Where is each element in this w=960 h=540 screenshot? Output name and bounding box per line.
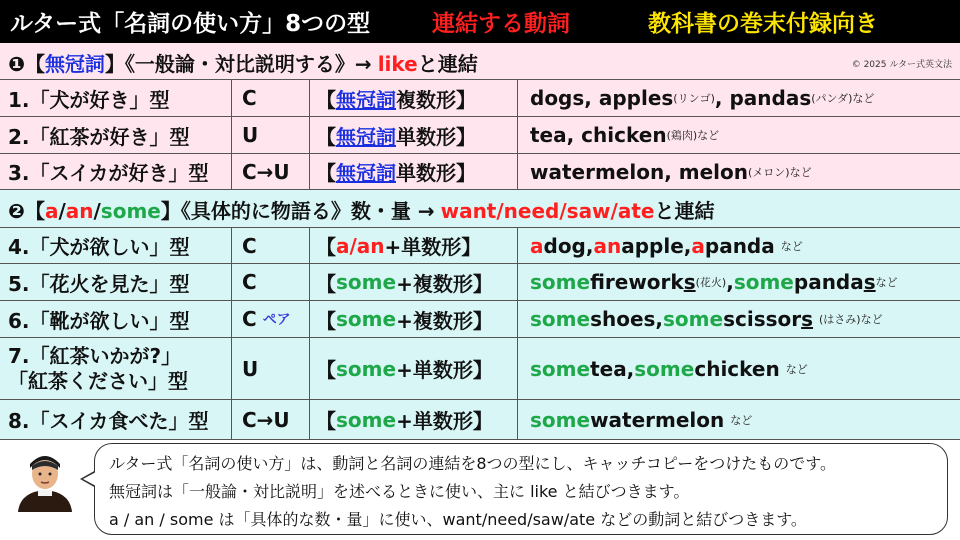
article: some <box>530 270 591 294</box>
keyword: 無冠詞 <box>336 87 396 112</box>
section-marker: ❶ <box>8 52 25 76</box>
form-cell <box>310 338 518 399</box>
footer <box>0 440 960 540</box>
comma: , <box>726 270 734 294</box>
bracket: 【 <box>316 409 336 433</box>
examples-cell <box>518 117 960 153</box>
table-row <box>0 400 960 440</box>
table-row <box>0 338 960 400</box>
form-cell <box>310 154 518 189</box>
pattern-name: 6.「靴が欲しい」型 <box>0 301 232 337</box>
examples-cell <box>518 400 960 439</box>
section-marker: ❷ <box>8 199 25 223</box>
countability-value: C <box>242 307 257 331</box>
example-text: dog, <box>543 233 594 258</box>
form-label: +複数形】 <box>396 308 493 333</box>
table-row <box>0 301 960 338</box>
plural-s: s <box>863 270 876 294</box>
bracket: 【 <box>316 235 336 259</box>
pattern-name-line: 7.「紅茶いかが?」 <box>8 343 182 368</box>
keyword: some <box>336 307 397 331</box>
pair-label: ペア <box>262 312 291 328</box>
form-label: +単数形】 <box>384 235 482 259</box>
table-row <box>0 154 960 190</box>
countability: U <box>232 117 310 153</box>
example-text: watermelon, melon <box>530 159 748 184</box>
form-label: 複数形】 <box>396 87 476 112</box>
form-label: 単数形】 <box>396 124 476 149</box>
form-label: 単数形】 <box>396 161 476 185</box>
page-tagline: 教科書の巻末付録向き <box>648 11 878 37</box>
form-cell <box>310 301 518 337</box>
keyword-zero-article: 無冠詞 <box>44 52 105 76</box>
example-text: chicken <box>694 356 780 381</box>
example-text: shoes, <box>590 307 664 331</box>
example-text: dogs, apples <box>530 86 674 110</box>
article: some <box>530 407 591 432</box>
keyword-an: an <box>65 199 94 223</box>
section-header-zero-article <box>0 43 960 80</box>
table-row <box>0 80 960 117</box>
keyword-a: a <box>44 199 59 223</box>
page-subtitle: 連結する動詞 <box>432 11 570 37</box>
examples-cell <box>518 264 960 300</box>
bracket: 【 <box>316 358 336 382</box>
pattern-name: 1.「犬が好き」型 <box>0 80 232 116</box>
pattern-name: 2.「紅茶が好き」型 <box>0 117 232 153</box>
keyword: 無冠詞 <box>336 124 396 149</box>
example-note: など <box>780 239 803 253</box>
form-label: +単数形】 <box>396 409 493 433</box>
example-note: (花火) <box>695 276 727 289</box>
bracket: 【 <box>316 124 336 149</box>
copyright-notice: © 2025 ルター式英文法 <box>851 60 952 70</box>
pattern-name <box>0 338 232 399</box>
slash: / <box>58 199 66 223</box>
example-text: tea, <box>590 356 635 381</box>
article: some <box>634 356 695 381</box>
countability: C <box>232 80 310 116</box>
example-note: など <box>785 362 808 376</box>
example-note: など <box>730 413 753 427</box>
example-note: (メロン)など <box>748 165 812 179</box>
explanation-line-1: ルター式「名詞の使い方」は、動詞と名詞の連結を8つの型にし、キャッチコピーをつけたものです。 <box>109 454 836 473</box>
speech-bubble <box>94 443 948 535</box>
form-cell <box>310 228 518 263</box>
bracket: 】 <box>104 52 125 76</box>
keyword-some: some <box>100 199 161 223</box>
example-text: firework <box>590 270 684 294</box>
pattern-name-line: 「紅茶ください」型 <box>8 368 188 393</box>
examples-cell <box>518 338 960 399</box>
slash: / <box>93 199 101 223</box>
form-cell <box>310 400 518 439</box>
example-text: scissor <box>723 307 802 331</box>
form-cell <box>310 117 518 153</box>
countability: C <box>232 228 310 263</box>
bracket: 【 <box>316 87 336 112</box>
section-header-text <box>8 195 714 224</box>
keyword: 無冠詞 <box>336 161 396 185</box>
example-text: panda <box>704 233 775 258</box>
section-description: 《具体的に物語る》数・量 → <box>180 199 435 223</box>
countability <box>232 301 310 337</box>
section-header-text <box>8 48 478 77</box>
explanation-line-3: a / an / some は「具体的な数・量」に使い、want/need/saw/ate などの動詞と結びつきます。 <box>109 510 807 529</box>
example-text: tea, chicken <box>530 123 667 147</box>
example-text: , pandas <box>714 86 812 110</box>
example-note: など <box>875 276 898 289</box>
example-text: apple, <box>621 233 692 258</box>
article: some <box>733 270 794 294</box>
example-text: panda <box>793 270 864 294</box>
example-note: (はさみ)など <box>819 313 883 326</box>
table-row <box>0 264 960 301</box>
article: a <box>530 233 544 258</box>
pattern-name: 5.「花火を見た」型 <box>0 264 232 300</box>
examples-cell <box>518 154 960 189</box>
countability: C→U <box>232 154 310 189</box>
section-description: 《一般論・対比説明する》→ <box>124 52 372 76</box>
keyword: some <box>336 356 397 381</box>
keyword: a/an <box>336 233 385 258</box>
form-cell <box>310 264 518 300</box>
form-label: +複数形】 <box>396 271 493 296</box>
pattern-name: 8.「スイカ食べた」型 <box>0 400 232 439</box>
table-row <box>0 117 960 154</box>
explanation-line-2: 無冠詞は「一般論・対比説明」を述べるときに使い、主に like と結びつきます。 <box>109 482 690 501</box>
example-note: (鶏肉)など <box>666 129 720 142</box>
bracket: 【 <box>24 52 45 76</box>
countability: C→U <box>232 400 310 439</box>
luther-portrait-icon <box>10 450 80 512</box>
bracket: 【 <box>316 161 336 185</box>
form-label: +単数形】 <box>396 358 493 382</box>
title-bar <box>0 0 960 43</box>
countability: U <box>232 338 310 399</box>
bracket: 【 <box>316 271 336 296</box>
section-header-articles <box>0 190 960 228</box>
bracket: 【 <box>316 308 336 333</box>
examples-cell <box>518 228 960 263</box>
table-row <box>0 228 960 264</box>
examples-cell <box>518 80 960 116</box>
linked-verbs: want/need/saw/ate <box>440 199 655 223</box>
countability: C <box>232 264 310 300</box>
linked-verb: like <box>377 52 418 76</box>
pattern-name: 4.「犬が欲しい」型 <box>0 228 232 263</box>
example-note: (パンダ)など <box>811 92 875 105</box>
page-title: ルター式「名詞の使い方」8つの型 <box>10 11 371 37</box>
article: a <box>691 233 705 258</box>
pattern-name: 3.「スイカが好き」型 <box>0 154 232 189</box>
section-tail: と連結 <box>417 52 478 76</box>
article: some <box>663 307 724 331</box>
examples-cell <box>518 301 960 337</box>
plural-s: s <box>801 307 814 331</box>
article: an <box>593 233 622 258</box>
form-cell <box>310 80 518 116</box>
article: some <box>530 356 591 381</box>
plural-s: s <box>683 270 696 294</box>
bracket: 【 <box>24 199 45 223</box>
example-text: watermelon <box>590 407 725 432</box>
example-note: (リンゴ) <box>673 92 715 105</box>
keyword: some <box>336 270 397 294</box>
article: some <box>530 307 591 331</box>
speech-bubble-tail-inner <box>83 472 96 486</box>
keyword: some <box>336 407 397 432</box>
section-tail: と連結 <box>654 199 715 223</box>
bracket: 】 <box>160 199 181 223</box>
